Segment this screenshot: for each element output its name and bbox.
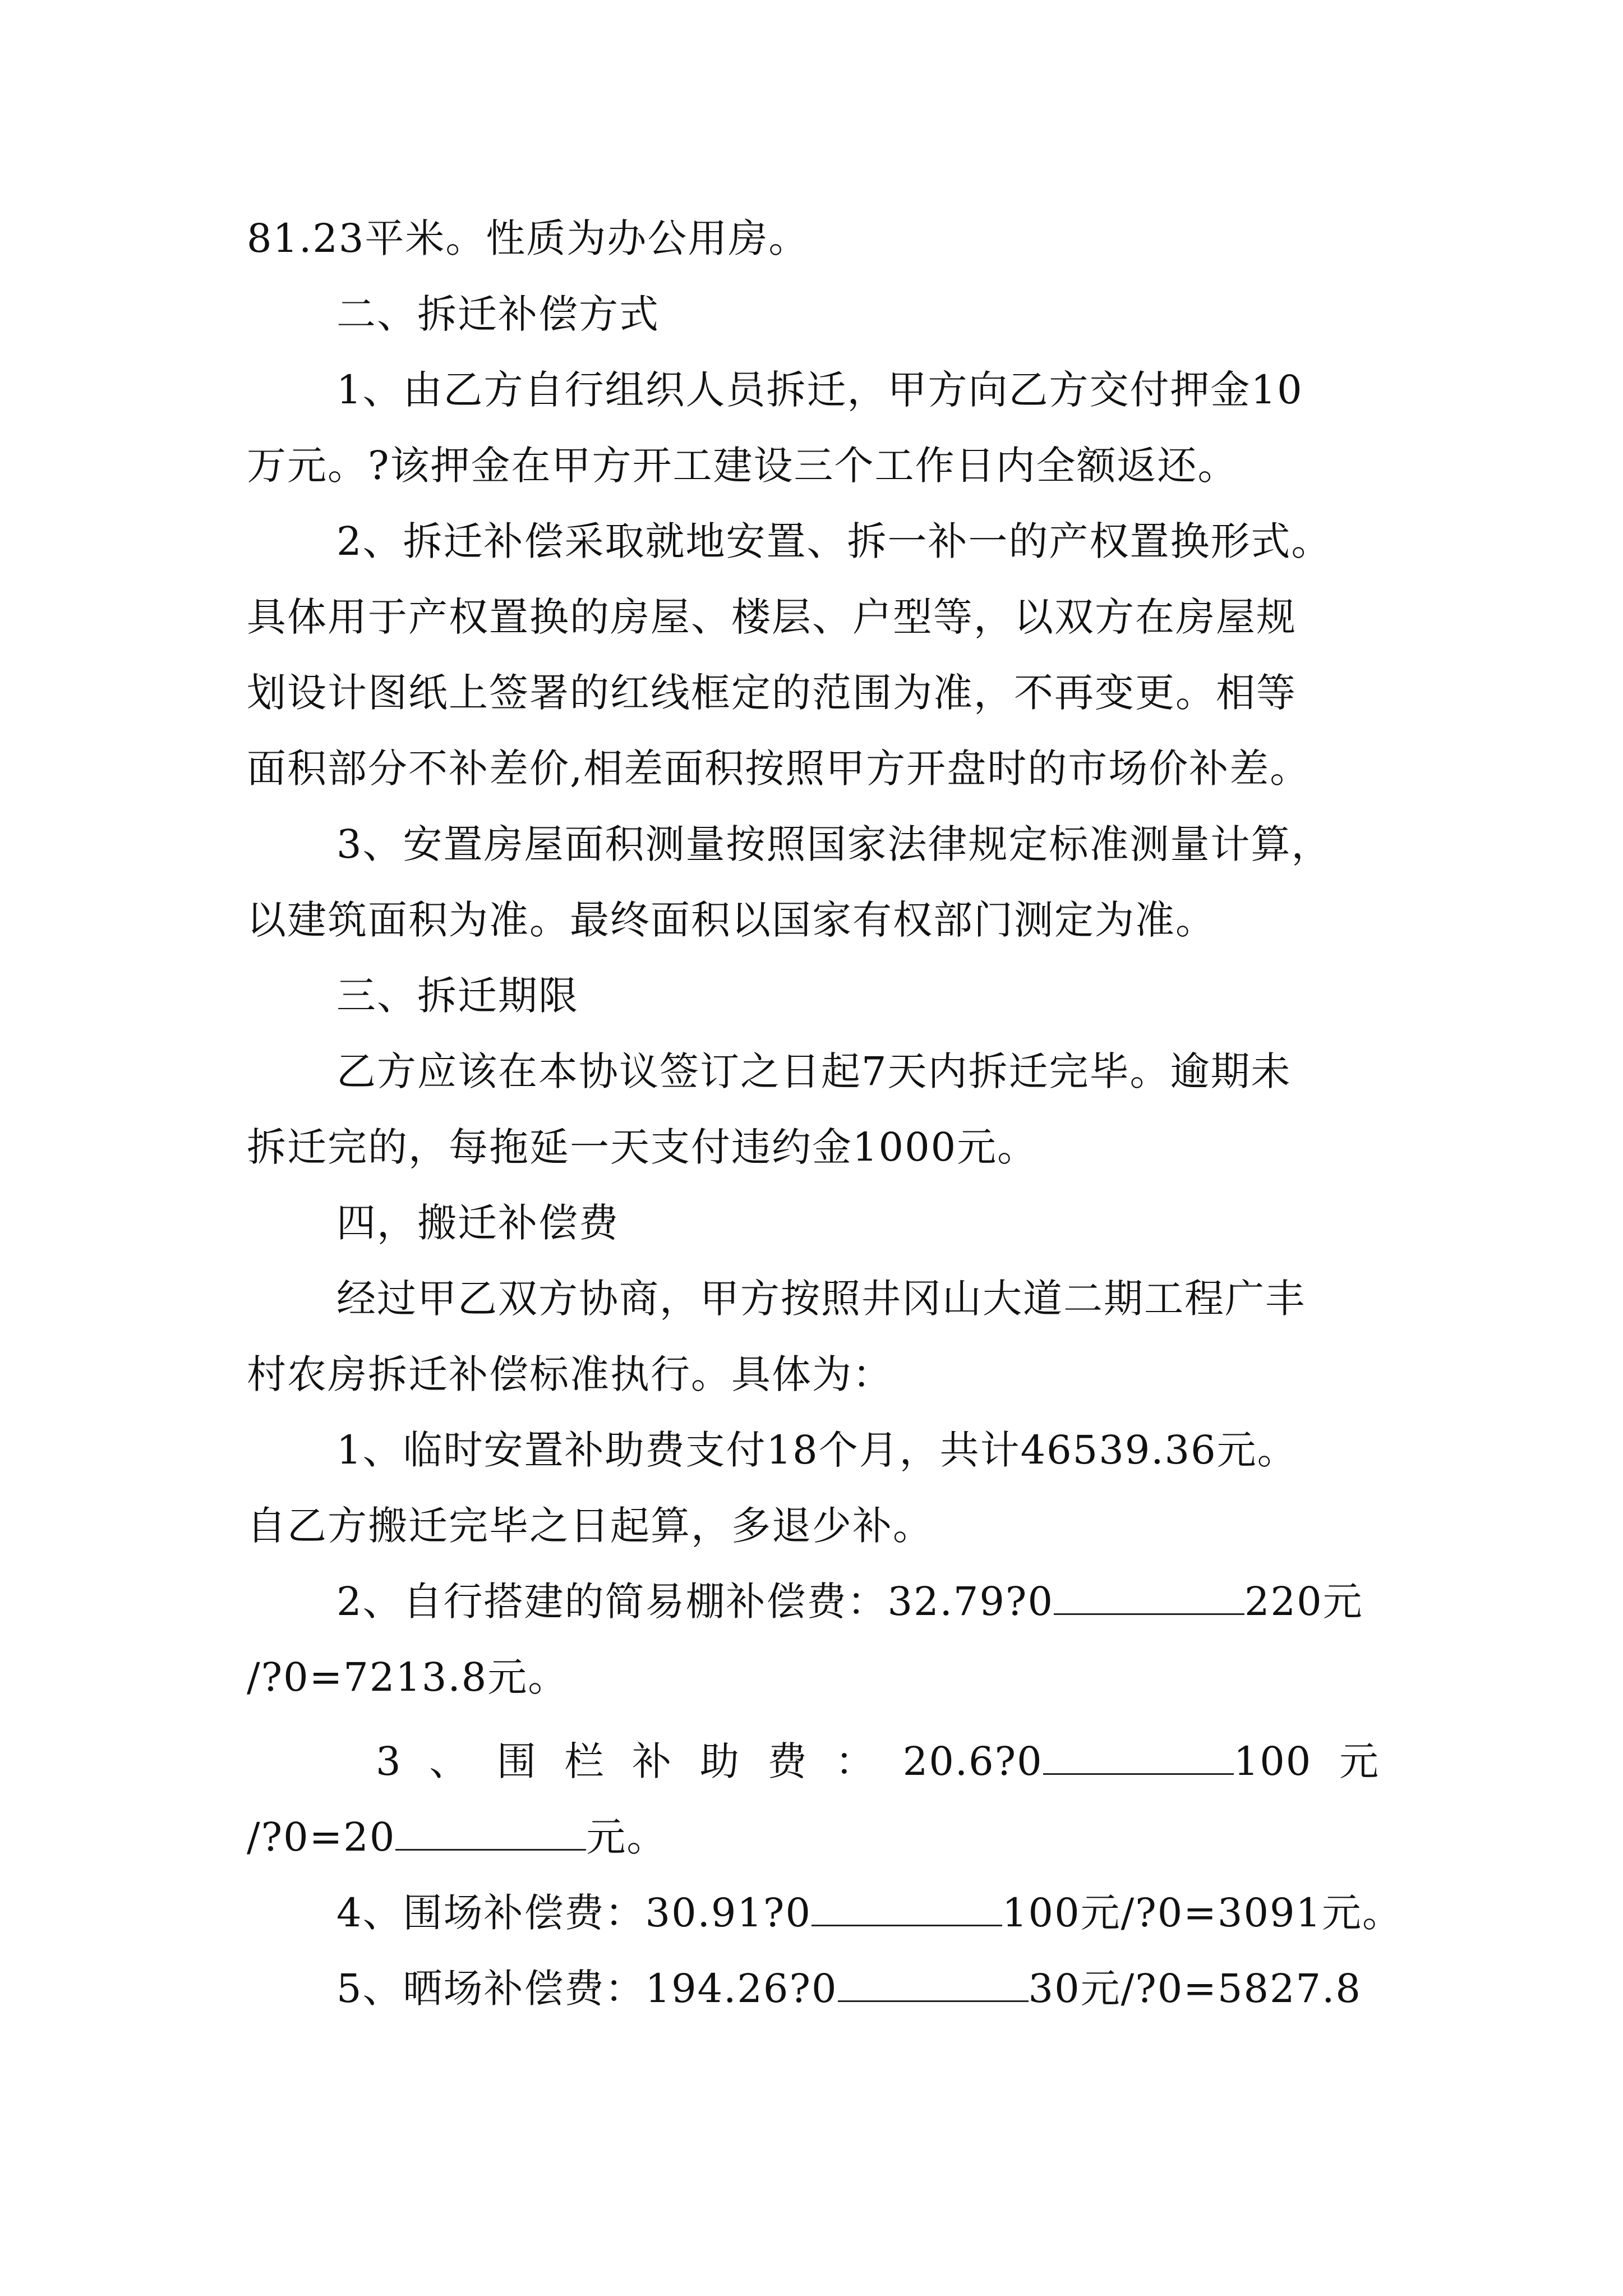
- item-5-prefix: 5、晒场补偿费：194.26?0: [336, 1966, 838, 2012]
- text-line: 1、由乙方自行组织人员拆迁，甲方向乙方交付押金10: [336, 367, 1303, 413]
- section-heading: 三、拆迁期限: [336, 973, 579, 1019]
- compensation-item-3: [376, 1736, 1380, 1787]
- item-2-continuation: /?0=7213.8元。: [247, 1654, 569, 1700]
- text-line: 自乙方搬迁完毕之日起算，多退少补。: [247, 1503, 933, 1549]
- text-line: 2、拆迁补偿采取就地安置、拆一补一的产权置换形式。: [336, 518, 1332, 564]
- item-3-suffix-unit: 元: [1339, 1738, 1380, 1784]
- item-3-sep: 、: [429, 1738, 470, 1784]
- item-4-prefix: 4、围场补偿费：30.91?0: [336, 1890, 811, 1936]
- blank-underline: [811, 1890, 1002, 1926]
- blank-underline: [395, 1814, 586, 1851]
- item-3-char: 栏: [564, 1738, 605, 1784]
- item-3-value: 20.6?0: [902, 1738, 1043, 1784]
- item-5-suffix: 30元/?0=5827.8: [1028, 1966, 1362, 2012]
- compensation-item-5: [336, 1963, 1362, 2014]
- section-heading: 二、拆迁补偿方式: [336, 291, 660, 337]
- compensation-item-4: [336, 1888, 1403, 1938]
- blank-underline: [1054, 1579, 1244, 1615]
- text-line: 村农房拆迁补偿标准执行。具体为：: [247, 1351, 893, 1397]
- item-3-colon: ：: [835, 1738, 876, 1784]
- item-2-prefix: 2、自行搭建的简易棚补偿费：32.79?0: [336, 1579, 1054, 1625]
- item-4-suffix: 100元/?0=3091元。: [1002, 1890, 1403, 1936]
- text-line: 3、安置房屋面积测量按照国家法律规定标准测量计算，: [336, 821, 1332, 867]
- item-3-line2-prefix: /?0=20: [247, 1814, 396, 1860]
- item-3-number: 3: [376, 1738, 402, 1784]
- text-line: 经过甲乙双方协商，甲方按照井冈山大道二期工程广丰: [336, 1276, 1306, 1322]
- item-3-char: 补: [632, 1738, 673, 1784]
- item-3-continuation: [247, 1812, 667, 1862]
- text-line: 1、临时安置补助费支付18个月，共计46539.36元。: [336, 1427, 1298, 1473]
- text-line: 乙方应该在本协议签订之日起7天内拆迁完毕。逾期未: [336, 1048, 1292, 1094]
- section-heading: 四，搬迁补偿费: [336, 1200, 619, 1246]
- text-line: 以建筑面积为准。最终面积以国家有权部门测定为准。: [247, 897, 1216, 943]
- text-line: 拆迁完的，每拖延一天支付违约金1000元。: [247, 1124, 1038, 1170]
- item-2-suffix: 220元: [1244, 1579, 1363, 1625]
- text-line: 划设计图纸上签署的红线框定的范围为准，不再变更。相等: [247, 670, 1297, 716]
- text-line: 万元。?该押金在甲方开工建设三个工作日内全额返还。: [247, 443, 1238, 489]
- item-3-suffix-num: 100: [1233, 1738, 1312, 1784]
- text-line: 81.23平米。性质为办公用房。: [247, 215, 809, 261]
- compensation-item-2: [336, 1576, 1363, 1627]
- blank-underline: [838, 1966, 1029, 2002]
- blank-underline: [1043, 1738, 1234, 1775]
- text-line: 面积部分不补差价,相差面积按照甲方开盘时的市场价补差。: [247, 746, 1311, 792]
- text-line: 具体用于产权置换的房屋、楼层、户型等，以双方在房屋规: [247, 594, 1297, 640]
- item-3-char: 助: [699, 1738, 740, 1784]
- item-3-char: 围: [496, 1738, 537, 1784]
- item-3-line2-suffix: 元。: [586, 1814, 667, 1860]
- item-3-char: 费: [767, 1738, 808, 1784]
